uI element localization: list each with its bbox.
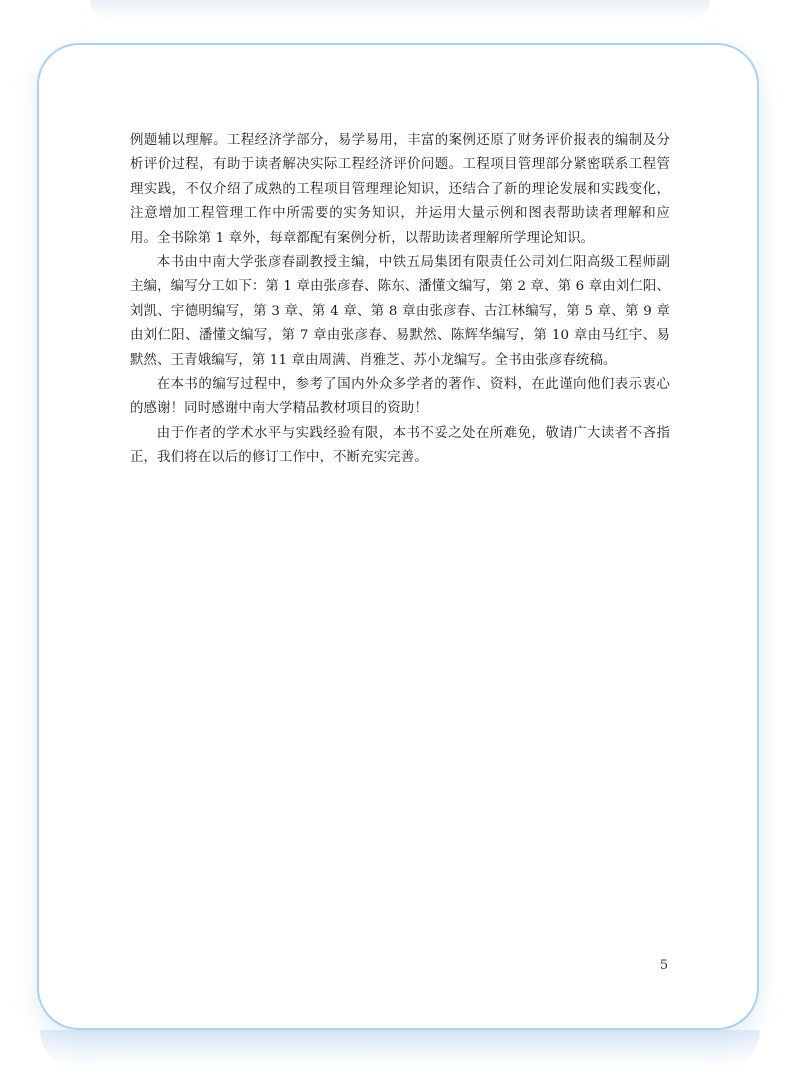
body-text [130,129,670,471]
paragraph-3: 在本书的编写过程中，参考了国内外众多学者的著作、资料，在此谨向他们表示衷心的感谢！同时感谢中南大学精品教材项目的资助！ [130,377,670,417]
paragraph-4: 由于作者的学术水平与实践经验有限，本书不妥之处在所难免，敬请广大读者不吝指正，我们将在以后的修订工作中，不断充实完善。 [130,425,670,466]
paragraph-2: 本书由中南大学张彦春副教授主编，中铁五局集团有限责任公司刘仁阳高级工程师副主编，编写分工如下：第 1 章由张彦春、陈东、潘懂文编写，第 2 章、第 6 章由刘仁阳、刘凯、宇德明编写，第 3 章、第 4 章、第 8 章由张彦春、古江林编写，第 5 章、第 9 章由刘仁阳、潘懂文编写，第 7 章由张彦春、易默然、陈辉华编写，第 10 章由马红宇、易默然、王青娥编写，第 11 章由周满、肖雅芝、苏小龙编写。全书由张彦春统稿。 [130,255,670,368]
page-top-glow [90,0,710,22]
page-bottom-shadow [40,1030,760,1070]
page-number: 5 [659,958,669,973]
paragraph-1: 例题辅以理解。工程经济学部分，易学易用，丰富的案例还原了财务评价报表的编制及分析评价过程，有助于读者解决实际工程经济评价问题。工程项目管理部分紧密联系工程管理实践，不仅介绍了成熟的工程项目管理理论知识，还结合了新的理论发展和实践变化，注意增加工程管理工作中所需要的实务知识，并运用大量示例和图表帮助读者理解和应用。全书除第 1 章外，每章都配有案例分析，以帮助读者理解所学理论知识。 [130,133,670,246]
